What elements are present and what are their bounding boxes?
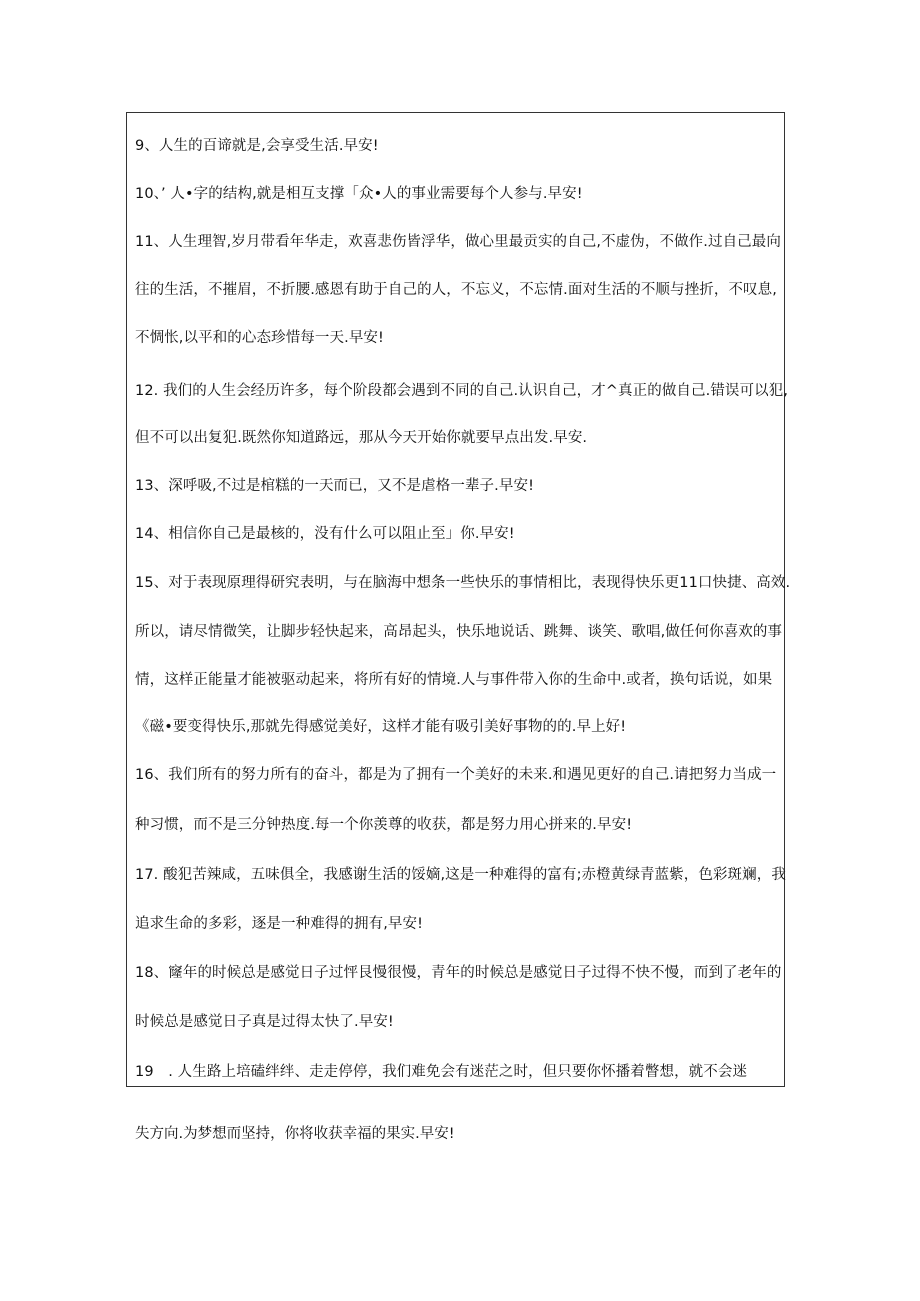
text-line: 17. 酸犯苦辣咸，五味俱全，我感谢生活的馁嫡,这是一种难得的富有;赤橙黄绿青蓝紫，色彩斑斓，我: [135, 867, 786, 883]
text-line: 但不可以出复犯.既然你知道路远，那从今天开始你就要早点出发.早安.: [135, 430, 588, 446]
text-line: 19 . 人生路上培磕绊绊、走走停停，我们难免会有迷茫之时，但只要你怀播着瞥想，就不会迷: [135, 1064, 748, 1080]
text-line: 时候总是感觉日子真是过得太快了.早安!: [135, 1014, 394, 1030]
bordered-text-box: [126, 112, 785, 1087]
text-line: 追求生命的多彩，逐是一种难得的拥有,早安!: [135, 916, 424, 932]
text-line: 16、我们所有的努力所有的奋斗，都是为了拥有一个美好的未来.和遇见更好的自己.请把努力当成一: [135, 767, 777, 783]
text-line: 14、相信你自己是最核的，没有什么可以阻止至」你.早安!: [135, 526, 515, 542]
text-line: 12. 我们的人生会经历许多，每个阶段都会遇到不同的自己.认识自己，才^真正的做自己.错误可以犯,: [135, 383, 789, 399]
trailing-text-line: 失方向.为梦想而坚持，你将收获幸福的果实.早安!: [135, 1126, 455, 1142]
text-line: 不惆怅,以平和的心态珍惜每一天.早安!: [135, 330, 384, 346]
text-line: 所以，请尽情微笑，让脚步轻快起来，高昂起头，快乐地说话、跳舞、谈笑、歌唱,做任何你喜欢的事: [135, 624, 783, 640]
text-line: 《磁•要变得快乐,那就先得感觉美好，这样才能有吸引美好事物的的.早上好!: [135, 719, 627, 735]
text-line: 15、对于表现原理得研究表明，与在脑海中想条一些快乐的事情相比，表现得快乐更11口快捷、高效.: [135, 575, 791, 591]
text-line: 往的生活，不摧眉，不折腰.感恩有助于自己的人，不忘义，不忘情.面对生活的不顺与挫折，不叹息,: [135, 282, 777, 298]
text-line: 9、人生的百谛就是,会享受生活.早安!: [135, 138, 379, 154]
text-line: 情，这样正能量才能被驱动起来，将所有好的情境.人与事件带入你的生命中.或者，换句话说，如果: [135, 672, 773, 688]
text-line: 种习惯，而不是三分钟热度.每一个你羡尊的收获，都是努力用心拼来的.早安!: [135, 817, 633, 833]
text-line: 13、深呼吸,不过是棺糕的一天而已，又不是虐格一辈子.早安!: [135, 478, 534, 494]
text-line: 11、人生理智,岁月带看年华走，欢喜悲伤皆浮华，做心里最贡实的自己,不虚伪，不做作.过自己最向: [135, 234, 781, 250]
text-line: 18、窿年的时候总是感觉日子过怦艮慢很慢，青年的时候总是感觉日子过得不快不慢，而到了老年的: [135, 965, 782, 981]
text-line: 10、’ 人•字的结构,就是相互支撑「众•人的事业需要每个人参与.早安!: [135, 186, 583, 202]
